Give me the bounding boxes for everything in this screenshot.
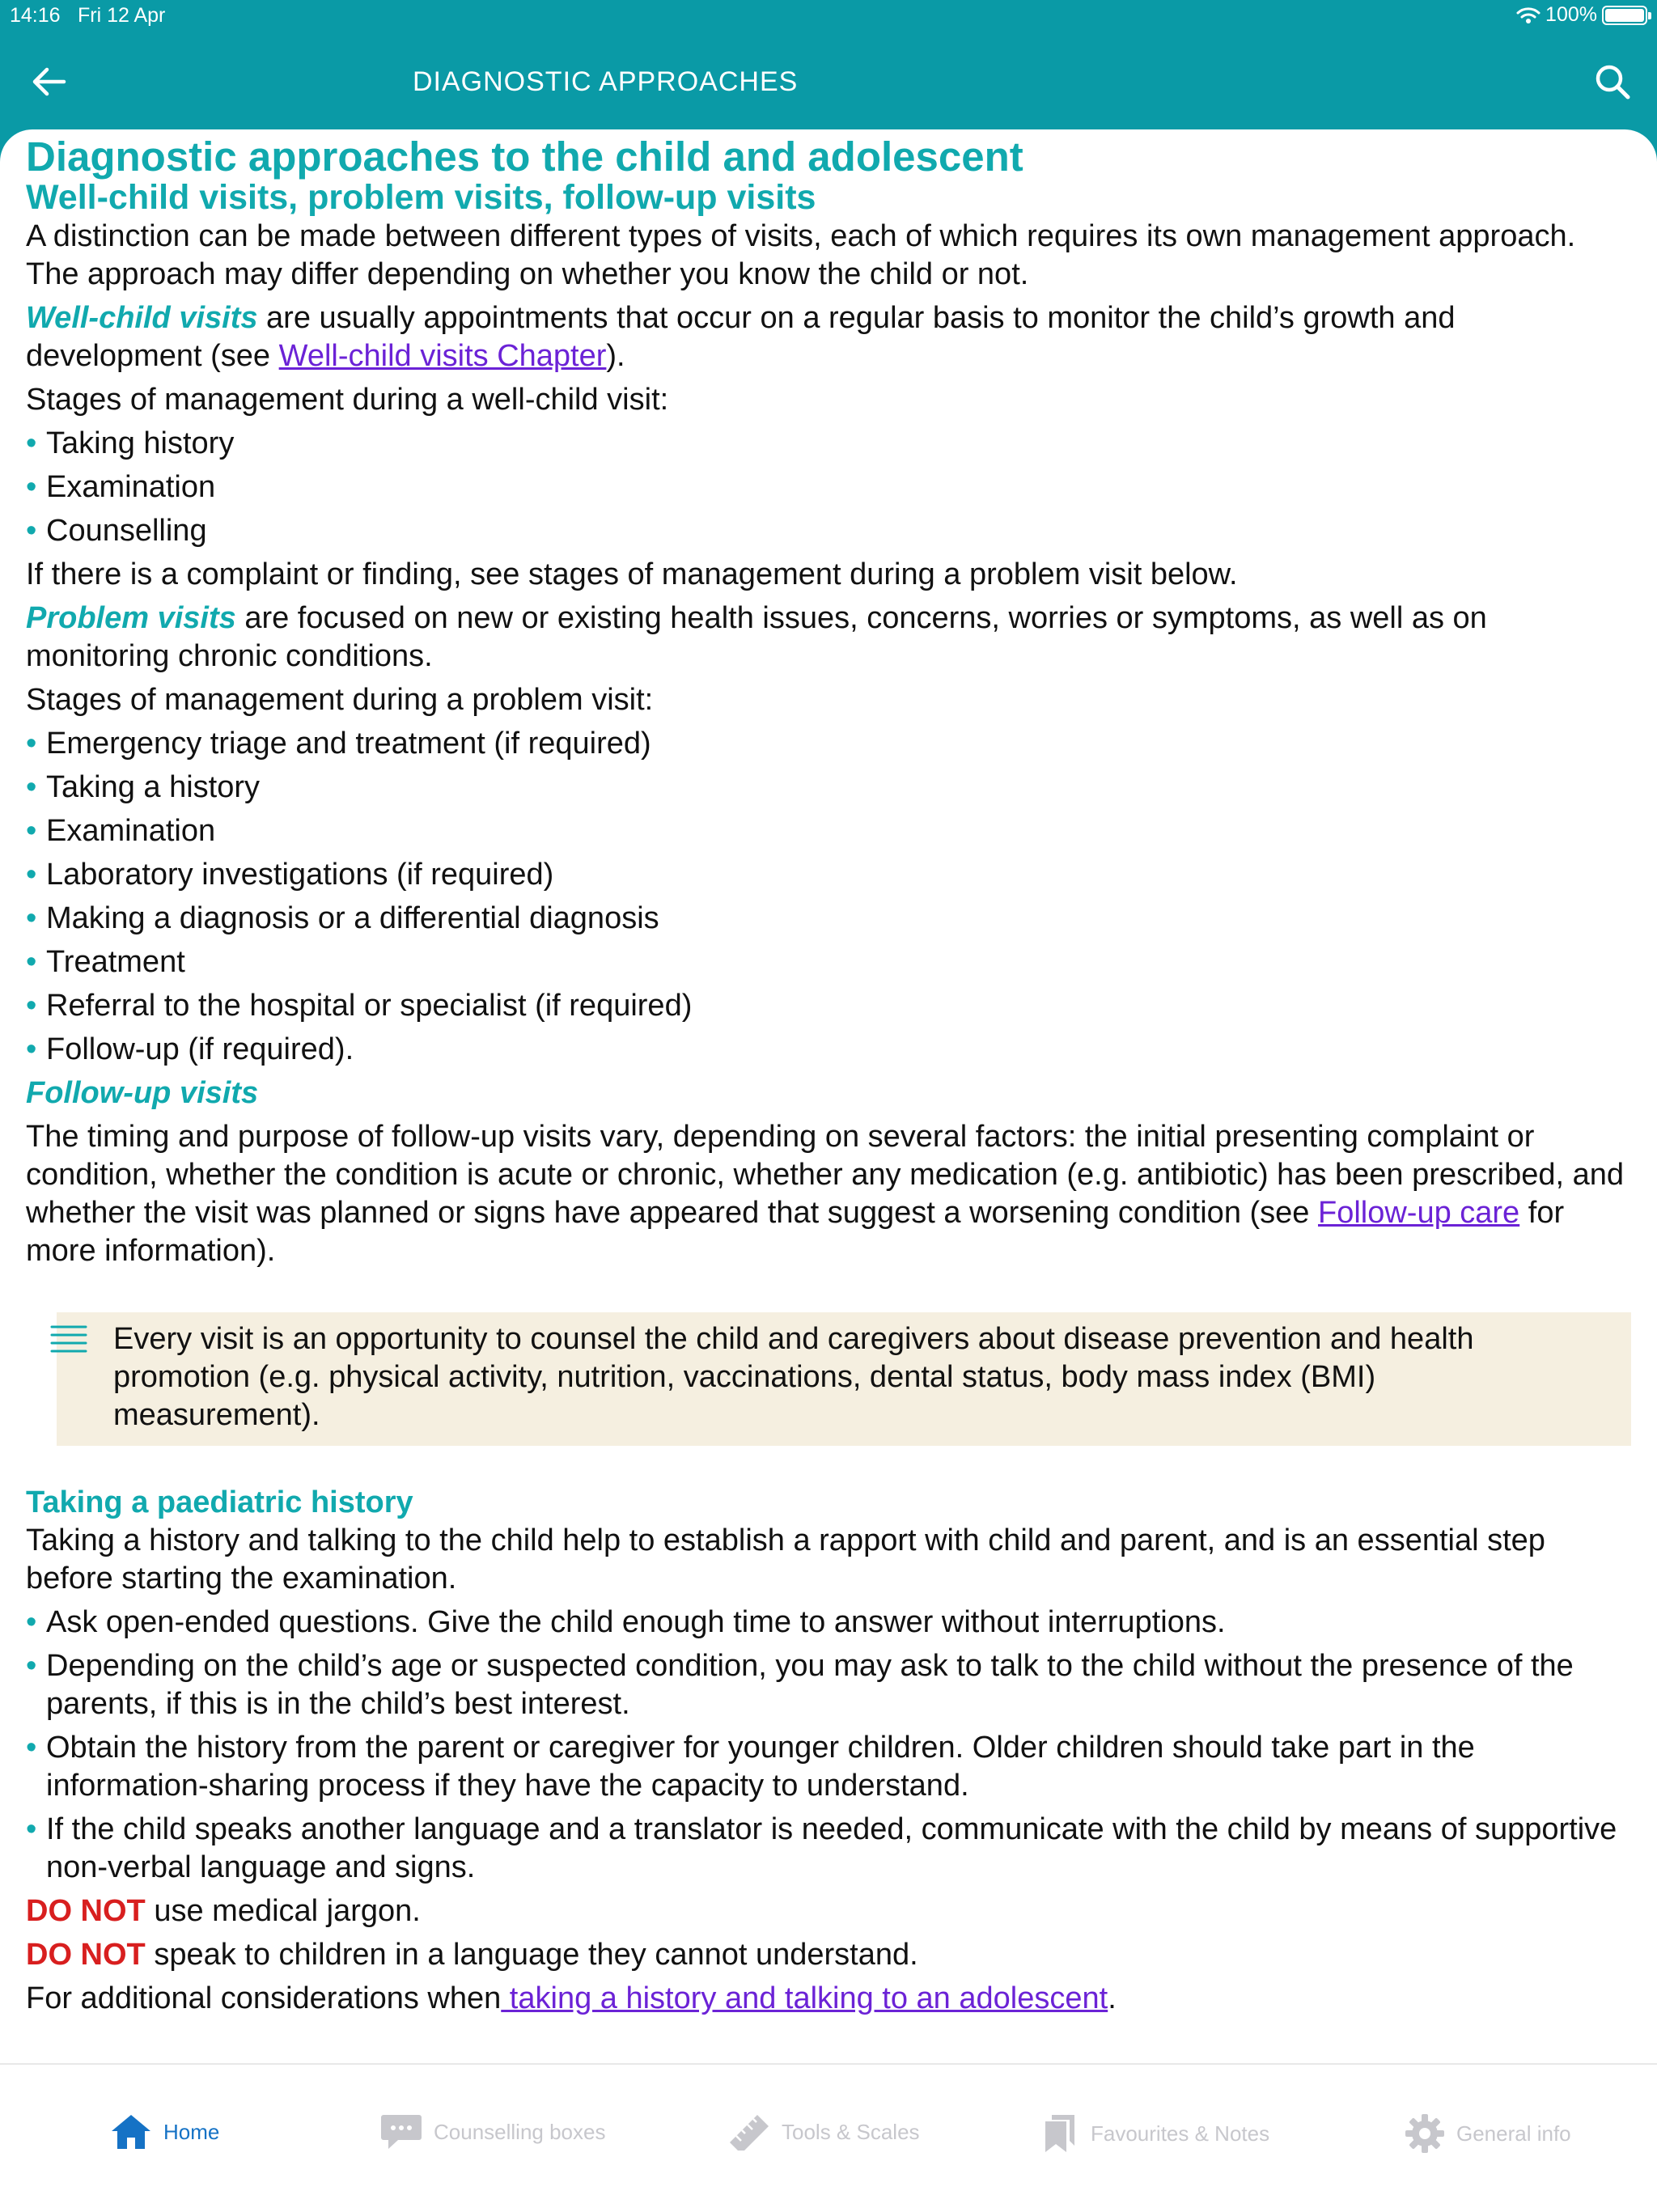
tab-tools[interactable]	[728, 2113, 920, 2151]
list-item: • Ask open-ended questions. Give the child enough time to answer without interruptions.	[26, 1604, 1631, 1642]
ruler-icon	[728, 2113, 770, 2151]
list-item: • Referral to the hospital or specialist (if required)	[26, 987, 1631, 1025]
tab-home[interactable]	[110, 2113, 219, 2151]
additional-text: For additional considerations when	[26, 1981, 502, 2015]
donot-language-text: speak to children in a language they cannot understand.	[145, 1938, 918, 1972]
list-item: • Taking a history	[26, 769, 1631, 807]
list-item: • Counselling	[26, 512, 1631, 550]
wellchild-stages-label: Stages of management during a well-child visit:	[26, 383, 669, 417]
tab-favourites[interactable]	[1042, 2113, 1269, 2154]
list-item: • Examination	[26, 468, 1631, 506]
nav-bar	[0, 32, 1657, 133]
list-item: • Laboratory investigations (if required)	[26, 856, 1631, 894]
donot-jargon-text: use medical jargon.	[145, 1894, 421, 1928]
tab-general-info[interactable]	[1405, 2113, 1571, 2154]
problem-stages-label: Stages of management during a problem visit:	[26, 683, 654, 717]
additional-after: .	[1108, 1981, 1117, 2015]
intro-paragraph: A distinction can be made between different types of visits, each of which requires its own management approach. The approach may differ depending on whether you know the child or not.	[26, 219, 1576, 291]
list-lines-icon[interactable]	[50, 1324, 87, 1356]
callout-text: Every visit is an opportunity to counsel the child and caregivers about disease prevention and health promotion (e.g. physical activity, nutrition, vaccinations, dental status, body mass index (BMI) measurement).	[113, 1322, 1474, 1432]
problem-paragraph	[26, 600, 1631, 676]
donot-label: DO NOT	[26, 1938, 146, 1972]
tab-favourites-label: Favourites & Notes	[1091, 2121, 1270, 2146]
list-item: • If the child speaks another language and a translator is needed, communicate with the child by means of supportive non-verbal language and signs.	[26, 1811, 1631, 1887]
arrow-left-icon	[32, 67, 67, 96]
wellchild-text: are usually appointments that occur on a regular basis to monitor the child’s growth and development (see	[26, 301, 1456, 373]
search-button[interactable]	[1586, 55, 1639, 108]
additional-considerations	[26, 1980, 1631, 2018]
followup-care-link[interactable]: Follow-up care	[1317, 1196, 1520, 1230]
back-button[interactable]	[23, 55, 76, 108]
problem-term: Problem visits	[26, 601, 236, 635]
history-intro: Taking a history and talking to the child help to establish a rapport with child and parent, and is an essential step before starting the examination.	[26, 1523, 1545, 1595]
article-content[interactable]	[0, 129, 1657, 2063]
list-item: • Making a diagnosis or a differential diagnosis	[26, 900, 1631, 938]
page-subtitle: Well-child visits, problem visits, follow-up visits	[26, 178, 816, 217]
list-item: • Depending on the child’s age or suspected condition, you may ask to talk to the child without the presence of the parents, if this is in the child’s best interest.	[26, 1647, 1631, 1723]
donot-language	[26, 1936, 1631, 1974]
tab-bar	[0, 2063, 1657, 2212]
problem-stages-list	[26, 725, 1631, 1069]
followup-text: The timing and purpose of follow-up visits vary, depending on several factors: the initial presenting complaint or condition, whether the condition is acute or chronic, whether any medication (e.g. antibiotic) has been prescribed, and whether the visit was planned or signs have appeared that suggest a worsening condition (see	[26, 1120, 1625, 1230]
wifi-icon	[1516, 6, 1540, 24]
list-item: • Treatment	[26, 943, 1631, 981]
list-item: • Emergency triage and treatment (if required)	[26, 725, 1631, 763]
followup-heading	[26, 1074, 1631, 1112]
status-bar	[0, 0, 1657, 32]
gear-icon	[1405, 2113, 1445, 2154]
list-item: • Taking history	[26, 425, 1631, 463]
adolescent-history-link[interactable]: taking a history and talking to an adolescent	[501, 1981, 1108, 2015]
followup-term: Follow-up visits	[26, 1076, 259, 1110]
status-date: Fri 12 Apr	[78, 4, 166, 27]
history-tips-list	[26, 1604, 1631, 1887]
list-item: • Obtain the history from the parent or caregiver for younger children. Older children should take part in the information-sharing process if they have the capacity to understand.	[26, 1729, 1631, 1805]
battery-icon	[1602, 6, 1647, 25]
home-icon	[110, 2113, 152, 2151]
complaint-note: If there is a complaint or finding, see stages of management during a problem visit below.	[26, 557, 1238, 591]
wellchild-paragraph	[26, 299, 1631, 375]
followup-after: for more information).	[26, 1196, 1565, 1268]
followup-paragraph	[26, 1118, 1631, 1270]
wellchild-stages-list	[26, 425, 1631, 550]
status-time: 14:16	[10, 4, 61, 27]
battery-percent: 100%	[1545, 3, 1597, 26]
tab-general-info-label: General info	[1456, 2121, 1571, 2146]
tab-counselling[interactable]	[380, 2113, 605, 2151]
tab-counselling-label: Counselling boxes	[434, 2119, 606, 2144]
tab-home-label: Home	[163, 2119, 220, 2144]
wellchild-chapter-link[interactable]: Well-child visits Chapter	[278, 339, 607, 373]
list-item: • Examination	[26, 812, 1631, 850]
counselling-callout	[57, 1312, 1631, 1446]
wellchild-after: ).	[606, 339, 625, 373]
wellchild-term: Well-child visits	[26, 301, 258, 335]
donot-label: DO NOT	[26, 1894, 146, 1928]
status-right	[1516, 3, 1647, 27]
donot-jargon	[26, 1892, 1631, 1930]
bookmarks-icon	[1042, 2113, 1079, 2154]
history-heading: Taking a paediatric history	[26, 1485, 413, 1519]
tab-tools-label: Tools & Scales	[782, 2119, 920, 2144]
problem-text: are focused on new or existing health issues, concerns, worries or symptoms, as well as on monitoring chronic conditions.	[26, 601, 1487, 673]
battery-level	[1605, 9, 1644, 22]
search-icon	[1594, 63, 1631, 100]
nav-title: DIAGNOSTIC APPROACHES	[413, 66, 799, 97]
list-item: • Follow-up (if required).	[26, 1031, 1631, 1069]
chat-bubble-icon	[380, 2113, 422, 2151]
page-title: Diagnostic approaches to the child and adolescent	[26, 133, 1023, 180]
